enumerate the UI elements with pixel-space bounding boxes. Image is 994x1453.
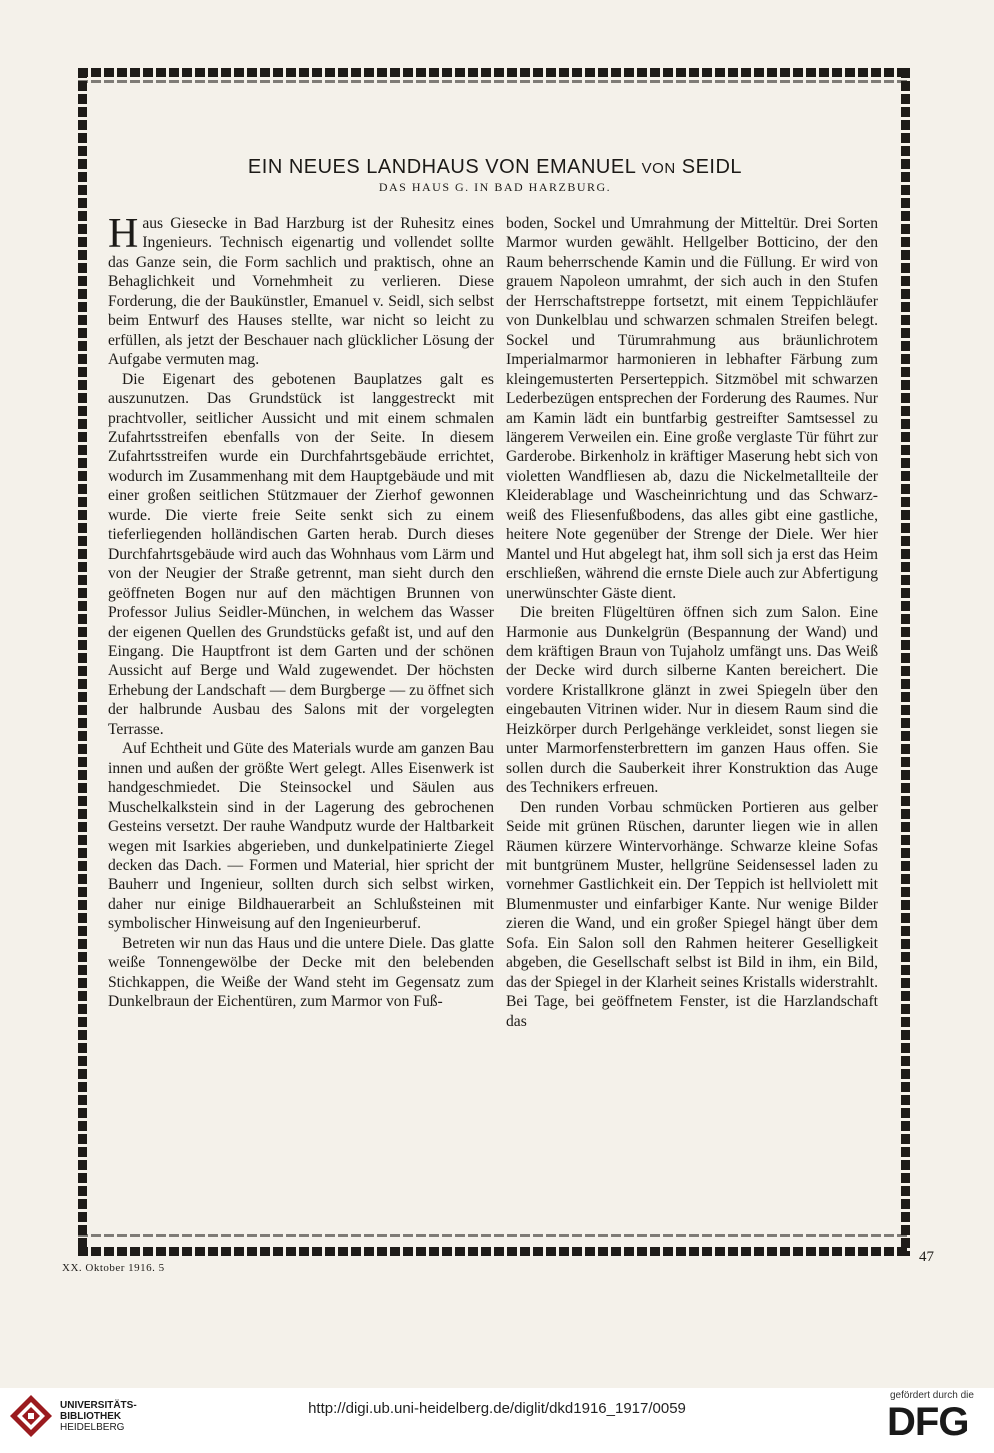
issue-footer: XX. Oktober 1916. 5 xyxy=(62,1262,165,1274)
ornamental-border-top xyxy=(78,68,910,77)
dfg-logo[interactable]: DFG xyxy=(887,1400,969,1444)
title-von: VON xyxy=(641,160,676,177)
library-name-line: UNIVERSITÄTS- xyxy=(60,1400,137,1411)
text-column-right xyxy=(506,214,878,1031)
title-name: SEIDL xyxy=(681,156,743,178)
paragraph xyxy=(108,211,494,370)
paragraph: Betreten wir nun das Haus und die untere Diele. Das glatte weiße Tonnengewölbe der Decke mit den belebenden Stichkappen, die Weiße der Wand steht im Gegensatz zum Dunkelbraun der Eichentüren, zum Marmor von Fuß- xyxy=(108,934,494,1011)
document-url-link[interactable]: http://digi.ub.uni-heidelberg.de/diglit/dkd1916_1917/0059 xyxy=(308,1400,686,1417)
ornamental-border-bottom xyxy=(78,1247,910,1256)
paragraph: Den runden Vorbau schmücken Portieren aus gelber Seide mit grünen Rüschen, darunter liegen wie in allen Räumen kürzere Wintervorhänge. Schwarze kleine Sofas mit buntgrünem Muster, hellgrüne Seidensessel laden zu vornehmer Gastlichkeit ein. Der Teppich ist hellviolett mit Blumenmuster und einfarbiger Kante. Nur wenige Bilder zieren die Wand, und ein großer Spiegel hängt über dem Sofa. Ein Salon soll den Rahmen heiterer Geselligkeit abgeben, die Gesellschaft selbst ist Bild in ihm, ein Bild, das der Spiegel in der Klarheit seines Kristalls widerstrahlt. Bei Tage, bei geöffnetem Fenster, ist die Harzlandschaft das xyxy=(506,798,878,1030)
viewer-footer-bar xyxy=(0,1388,994,1453)
paragraph: Auf Echtheit und Güte des Materials wurde am ganzen Bau innen und außen der größte Wert gelegt. Alles Eisenwerk ist handgeschmiedet. Die Steinsockel und Säulen aus Muschelkalkstein sind in der Lagerung des gebrochenen Gesteins versetzt. Der rauhe Wandputz wurde der Haltbarkeit wegen mit Isarkies abgerieben, und dunkelpatinierte Ziegel decken das Dach. — Formen und Material, hier spricht der Bauherr und Ingenieur, sollten durch sich selbst wirken, daher nur einige Bildhauerarbeit an Schlußsteinen mit symbolischer Hinweisung auf den Ingenieurberuf. xyxy=(108,740,494,933)
ornamental-border-bottom-inner xyxy=(78,1234,910,1237)
library-name-line: HEIDELBERG xyxy=(60,1422,125,1433)
paragraph: Die breiten Flügeltüren öffnen sich zum Salon. Eine Harmonie aus Dunkelgrün (Bespannung der Wand) und dem kräftigen Braun von Tujaholz umfängt uns. Das Weiß der Decke wird durch silberne Kanten bereichert. Die vordere Kristallkrone glänzt in zwei Spiegeln über den eingebauten Vitrinen wider. Nur in diesem Raum sind die Heizkörper durch Perlgehänge verkleidet, sonst liegen sie unter Marmorfensterbrettern im ganzen Haus offen. Sie sollen durch die Sauberkeit ihrer Konstruktion das Auge des Technikers erfreuen. xyxy=(506,604,878,797)
ornamental-border-left xyxy=(78,68,87,1256)
ornamental-border-top-inner xyxy=(78,80,910,83)
drop-cap: H xyxy=(108,211,139,257)
article-title xyxy=(100,156,890,179)
paragraph-text: aus Giesecke in Bad Harzburg ist der Ruhesitz eines Ingenieurs. Technisch eigenartig und vollendet sollte das Ganze sein, die Form sachlich und praktisch, ohne an Behaglichkeit und Vornehmheit zu verlieren. Diese Forderung, die der Baukünstler, Emanuel v. Seidl, sich selbst beim Entwurf des Hauses stellte, war nicht so leicht zu erfüllen, als jetzt der Beschauer nach glücklicher Lösung der Aufgabe vermuten mag. xyxy=(108,215,494,369)
ornamental-border-right xyxy=(901,68,910,1256)
title-main: EIN NEUES LANDHAUS VON EMANUEL xyxy=(247,156,636,178)
page-number: 47 xyxy=(919,1249,934,1265)
article-subtitle: DAS HAUS G. IN BAD HARZBURG. xyxy=(378,180,612,194)
sponsor-caption: gefördert durch die xyxy=(890,1390,974,1401)
text-column-left xyxy=(108,211,494,1012)
library-name-line: BIBLIOTHEK xyxy=(60,1411,122,1422)
paragraph: Die Eigenart des gebotenen Bauplatzes galt es auszunutzen. Das Grundstück ist langgestreckt mit prachtvoller, seitlicher Aussicht und mit einem schmalen Zufahrtsstreifen ebenfalls von der Seite. In diesem Zufahrtsstreifen wurde ein Durchfahrtsgebäude errichtet, wodurch im Zusammenhang mit dem Hauptgebäude und mit einer großen seitlichen Stützmauer der Zierhof gewonnen wurde. Die vierte freie Seite senkt sich zu einem tieferliegenden holländischen Garten herab. Durch dieses Durchfahrtsgebäude wird auch das Wohnhaus vom Lärm und von der Neugier der Straße getrennt, man sieht durch den geöffneten Bogen nur auf den mächtigen Brunnen von Professor Julius Seidler-München, in welchem das Wasser der eigenen Quellen des Grundstücks gefaßt ist, und auf den Eingang. Die Hauptfront ist dem Garten und der schönen Aussicht auf Berge und Wald zugewendet. Der höchsten Erhebung der Landschaft — dem Burgberge — zu öffnet sich der halbrunde Ausbau des Salons mit der vorgelegten Terrasse. xyxy=(108,370,494,738)
paragraph: boden, Sockel und Umrahmung der Mitteltür. Drei Sorten Marmor wurden gewählt. Hellgelber Botticino, der den Raum beherrschende Kamin und die Füllung. Er wird von grauem Napoleon umrahmt, der sich auch in den Stufen der Herrschaftstreppe fortsetzt, mit einem Teppichläufer von Dunkelblau und schwarzen schmalen Streifen belegt. Sockel und Türumrahmung aus bräunlichrotem Imperialmarmor harmonieren in lebhafter Färbung zum kleingemusterten Perserteppich. Sitzmöbel mit schwarzen Lederbezügen entsprechen der Forderung des Raumes. Nur am Kamin lädt ein buntfarbig gestreifter Samtsessel zu längerem Verweilen ein. Eine große verglaste Tür führt zur Garderobe. Birkenholz in kräftiger Maserung hebt sich von violetten Wandfliesen ab, dazu die Nickelmetallteile der Kleiderablage und Wascheinrichtung und das Schwarz-weiß des Fliesenfußbodens, das alles gibt eine gastliche, heitere Note gegenüber der Strenge der Diele. Wer hier Mantel und Hut abgelegt hat, ihm soll sich ja erst das Heim erschließen, während die ernste Diele auch zur Abfertigung unerwünschter Gäste dient. xyxy=(506,215,878,602)
